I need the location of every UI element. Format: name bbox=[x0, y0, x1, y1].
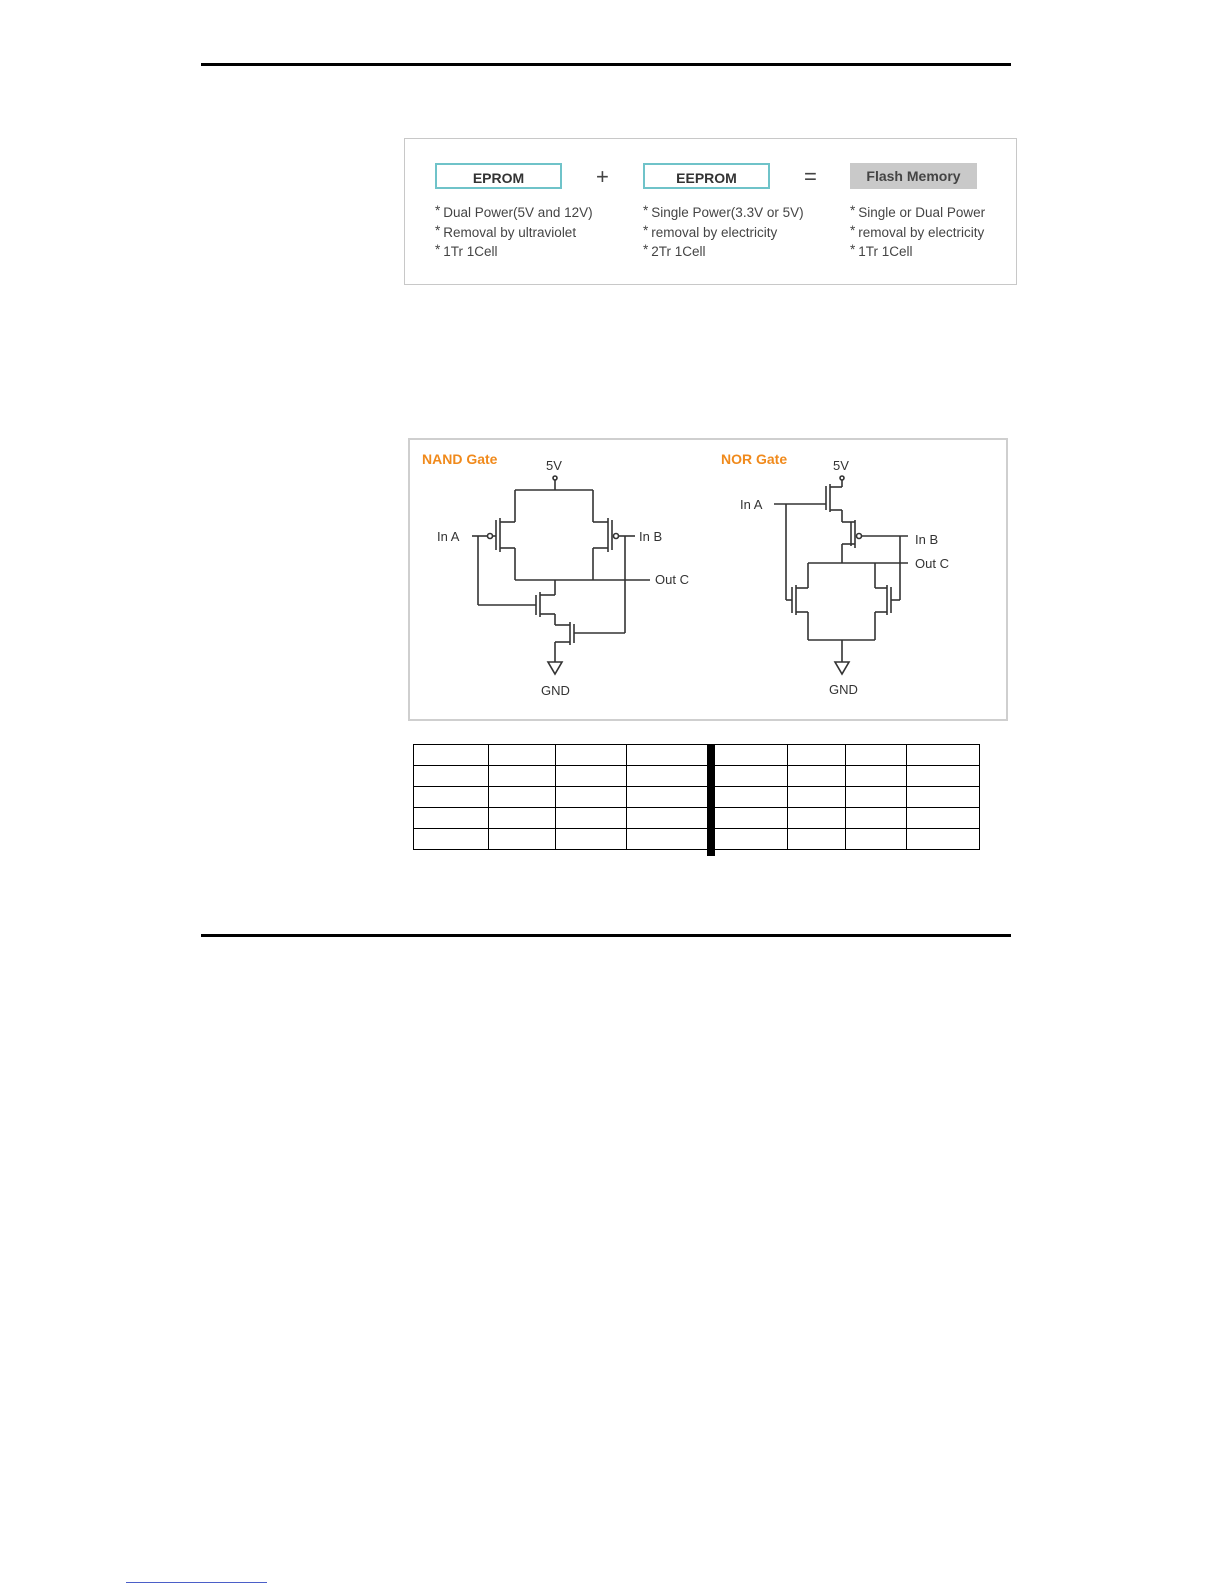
circuit-diagram bbox=[410, 440, 1006, 719]
top-rule bbox=[201, 63, 1011, 66]
flash-feature: * Single or Dual Power bbox=[850, 203, 985, 223]
nand-out-label: Out C bbox=[655, 572, 689, 587]
eprom-feature: * Removal by ultraviolet bbox=[435, 223, 593, 243]
nor-out-label: Out C bbox=[915, 556, 949, 571]
eeprom-box: EEPROM bbox=[643, 163, 770, 189]
table-row bbox=[414, 766, 708, 787]
flash-feature: * 1Tr 1Cell bbox=[850, 242, 985, 262]
table-row bbox=[414, 829, 708, 850]
nand-gnd-label: GND bbox=[541, 683, 570, 698]
nand-in-a-label: In A bbox=[437, 529, 460, 544]
equals-icon: = bbox=[804, 164, 817, 189]
eprom-features bbox=[435, 203, 593, 262]
plus-icon: + bbox=[596, 164, 609, 189]
table-row bbox=[414, 787, 708, 808]
nor-truth-table bbox=[714, 744, 980, 850]
bottom-rule bbox=[201, 934, 1011, 937]
eeprom-features bbox=[643, 203, 804, 262]
nor-title: NOR Gate bbox=[721, 451, 788, 467]
table-row bbox=[715, 808, 980, 829]
eeprom-feature: * removal by electricity bbox=[643, 223, 804, 243]
table-row bbox=[715, 829, 980, 850]
nand-title: NAND Gate bbox=[422, 451, 498, 467]
eeprom-feature: * 2Tr 1Cell bbox=[643, 242, 804, 262]
nand-truth-table bbox=[413, 744, 708, 850]
table-row bbox=[414, 808, 708, 829]
nor-in-b-label: In B bbox=[915, 532, 939, 547]
table-row bbox=[414, 745, 708, 766]
gate-circuit-figure bbox=[408, 438, 1008, 721]
nand-vcc-label: 5V bbox=[546, 458, 562, 473]
flash-features bbox=[850, 203, 985, 262]
nor-in-a-label: In A bbox=[740, 497, 763, 512]
eprom-feature: * 1Tr 1Cell bbox=[435, 242, 593, 262]
nor-gnd-label: GND bbox=[829, 682, 858, 697]
flash-memory-figure bbox=[404, 138, 1017, 285]
nand-in-b-label: In B bbox=[639, 529, 663, 544]
flash-feature: * removal by electricity bbox=[850, 223, 985, 243]
table-row bbox=[715, 766, 980, 787]
eprom-feature: * Dual Power(5V and 12V) bbox=[435, 203, 593, 223]
table-row bbox=[715, 745, 980, 766]
table-row bbox=[715, 787, 980, 808]
nor-vcc-label: 5V bbox=[833, 458, 849, 473]
footnote-rule bbox=[126, 1582, 267, 1583]
eeprom-feature: * Single Power(3.3V or 5V) bbox=[643, 203, 804, 223]
flash-memory-box: Flash Memory bbox=[850, 163, 977, 189]
eprom-box: EPROM bbox=[435, 163, 562, 189]
